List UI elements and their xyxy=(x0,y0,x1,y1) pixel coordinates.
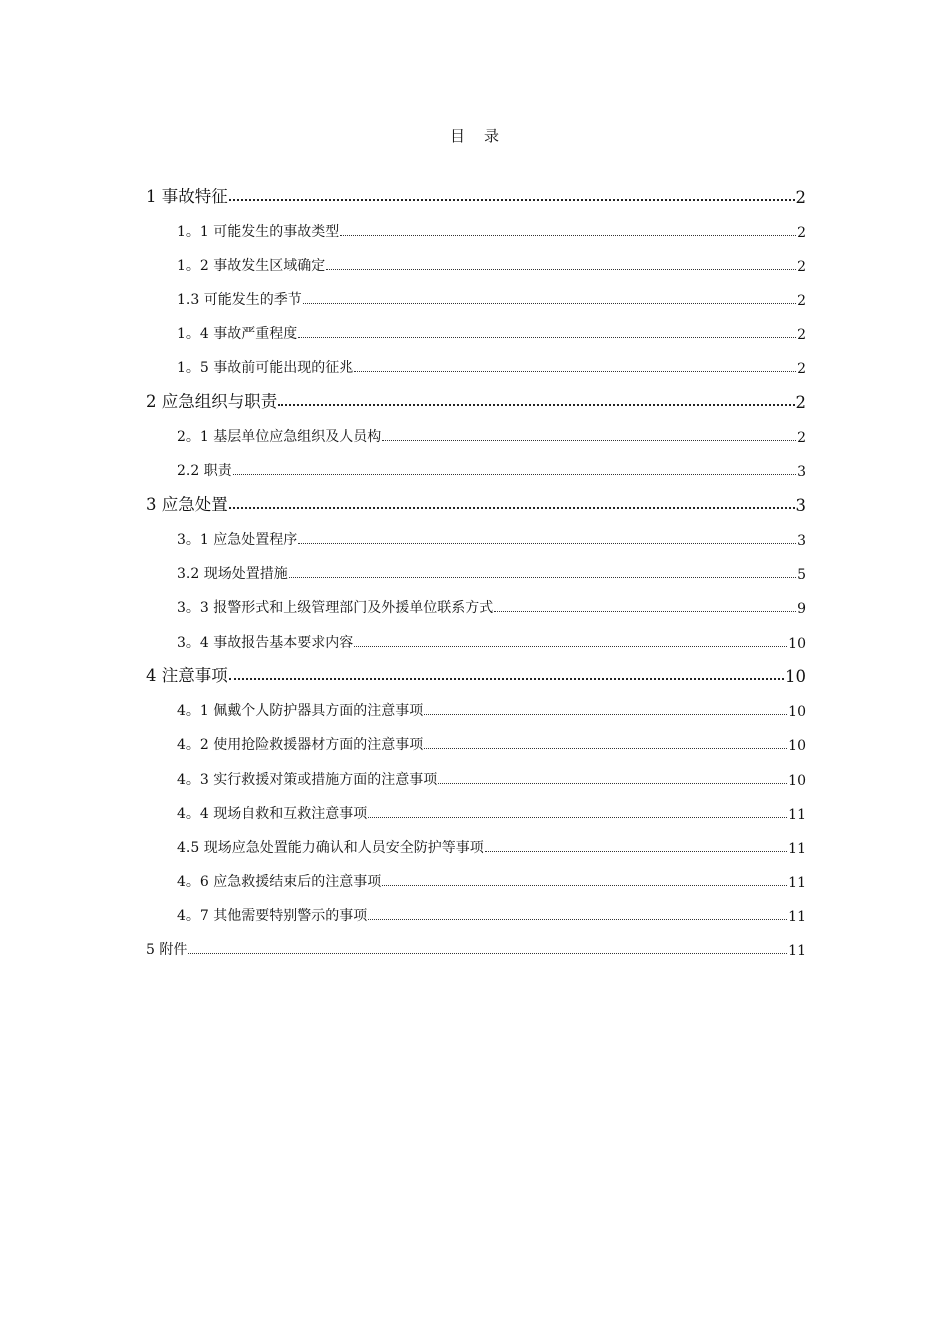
toc-dot-leader xyxy=(354,371,796,372)
toc-entry-label: 1.3 可能发生的季节 xyxy=(177,292,302,309)
toc-entry[interactable] xyxy=(146,412,806,446)
toc-entry-label: 4 注意事项 xyxy=(146,666,228,686)
toc-page-number: 10 xyxy=(788,635,806,652)
toc-page-number: 10 xyxy=(785,667,806,687)
toc-title-char-2: 录 xyxy=(484,127,501,145)
toc-entry[interactable] xyxy=(146,823,806,857)
toc-entry[interactable] xyxy=(146,446,806,480)
toc-title xyxy=(0,125,950,146)
toc-dot-leader xyxy=(326,269,796,270)
toc-entry[interactable] xyxy=(146,241,806,275)
toc-entry[interactable] xyxy=(146,686,806,720)
toc-entry[interactable] xyxy=(146,720,806,754)
toc-entry[interactable] xyxy=(146,480,806,515)
toc-dot-leader xyxy=(233,474,796,475)
toc-entry-label: 5 附件 xyxy=(146,942,188,959)
toc-dot-leader xyxy=(229,199,795,201)
toc-title-char-1: 目 xyxy=(449,127,466,145)
toc-page-number: 10 xyxy=(788,738,806,755)
toc-page-number: 3 xyxy=(797,533,806,549)
toc-entry[interactable] xyxy=(146,652,806,687)
toc-entry-label: 2.2 职责 xyxy=(177,463,232,480)
toc-entry-label: 3 应急处置 xyxy=(146,494,228,514)
toc-entry-label: 4.5 现场应急处置能力确认和人员安全防护等事项 xyxy=(177,840,484,856)
toc-page-number: 2 xyxy=(797,293,806,310)
toc-dot-leader xyxy=(424,714,787,715)
toc-dot-leader xyxy=(229,507,795,509)
toc-entry-label: 2。1 基层单位应急组织及人员构 xyxy=(177,429,382,446)
toc-page-number: 2 xyxy=(797,258,806,275)
toc-dot-leader xyxy=(424,748,787,749)
toc-entry-label: 3。1 应急处置程序 xyxy=(177,532,298,548)
toc-dot-leader xyxy=(303,303,796,304)
toc-entry[interactable] xyxy=(146,583,806,617)
toc-entry-label: 4。3 实行救援对策或措施方面的注意事项 xyxy=(177,771,438,788)
toc-dot-leader xyxy=(289,577,796,578)
toc-entry[interactable] xyxy=(146,617,806,651)
toc-dot-leader xyxy=(368,817,787,818)
toc-page-number: 9 xyxy=(797,601,806,618)
toc-page-number: 2 xyxy=(797,430,806,447)
toc-entry-label: 1。4 事故严重程度 xyxy=(177,326,298,343)
toc-page-number: 3 xyxy=(795,495,806,515)
toc-entry[interactable] xyxy=(146,857,806,891)
toc-entry[interactable] xyxy=(146,275,806,309)
toc-entry[interactable] xyxy=(146,377,806,412)
toc-entry[interactable] xyxy=(146,754,806,788)
toc-dot-leader xyxy=(278,404,794,406)
toc-page-number: 2 xyxy=(797,327,806,344)
toc-entry-label: 1。1 可能发生的事故类型 xyxy=(177,223,340,240)
toc-entry[interactable] xyxy=(146,925,806,959)
toc-dot-leader xyxy=(382,440,796,441)
toc-dot-leader xyxy=(298,337,796,338)
toc-page-number: 11 xyxy=(788,841,806,857)
toc-page-number: 10 xyxy=(788,704,806,721)
toc-page-number: 11 xyxy=(788,806,806,823)
toc-page-number: 11 xyxy=(788,943,806,960)
toc-page-number: 2 xyxy=(795,392,806,412)
toc-entry[interactable] xyxy=(146,309,806,343)
toc-dot-leader xyxy=(188,953,787,954)
toc-entry-label: 1。5 事故前可能出现的征兆 xyxy=(177,360,354,377)
toc-page-number: 2 xyxy=(795,187,806,207)
toc-entry[interactable] xyxy=(146,515,806,549)
toc-entry-label: 4。4 现场自救和互救注意事项 xyxy=(177,805,368,822)
toc-dot-leader xyxy=(494,611,796,612)
toc-page-number: 2 xyxy=(797,361,806,378)
toc-entry-label: 2 应急组织与职责 xyxy=(146,391,278,411)
toc-entry[interactable] xyxy=(146,549,806,583)
toc-page-number: 11 xyxy=(788,875,806,892)
toc-entry-label: 1 事故特征 xyxy=(146,186,228,206)
toc-entry-label: 4。1 佩戴个人防护器具方面的注意事项 xyxy=(177,703,424,720)
toc-page-number: 5 xyxy=(797,567,806,584)
toc-entry-label: 4。7 其他需要特别警示的事项 xyxy=(177,908,368,925)
toc-entry-label: 1。2 事故发生区域确定 xyxy=(177,257,326,274)
toc-entry-label: 4。6 应急救援结束后的注意事项 xyxy=(177,874,382,891)
toc-dot-leader xyxy=(229,678,784,680)
table-of-contents xyxy=(146,172,806,959)
toc-page-number: 10 xyxy=(788,772,806,789)
toc-dot-leader xyxy=(340,235,796,236)
toc-entry[interactable] xyxy=(146,207,806,241)
toc-entry[interactable] xyxy=(146,789,806,823)
toc-page-number: 2 xyxy=(797,224,806,241)
toc-dot-leader xyxy=(485,851,787,852)
toc-entry[interactable] xyxy=(146,172,806,207)
toc-page-number: 11 xyxy=(788,909,806,926)
toc-dot-leader xyxy=(368,919,787,920)
toc-page-number: 3 xyxy=(797,464,806,481)
toc-entry-label: 3.2 现场处置措施 xyxy=(177,566,288,583)
toc-dot-leader xyxy=(354,646,787,647)
toc-entry-label: 3。3 报警形式和上级管理部门及外援单位联系方式 xyxy=(177,600,494,617)
toc-dot-leader xyxy=(298,543,796,544)
toc-dot-leader xyxy=(382,885,787,886)
toc-dot-leader xyxy=(438,783,787,784)
toc-entry[interactable] xyxy=(146,891,806,925)
toc-entry-label: 3。4 事故报告基本要求内容 xyxy=(177,634,354,651)
toc-entry-label: 4。2 使用抢险救援器材方面的注意事项 xyxy=(177,737,424,754)
toc-entry[interactable] xyxy=(146,343,806,377)
